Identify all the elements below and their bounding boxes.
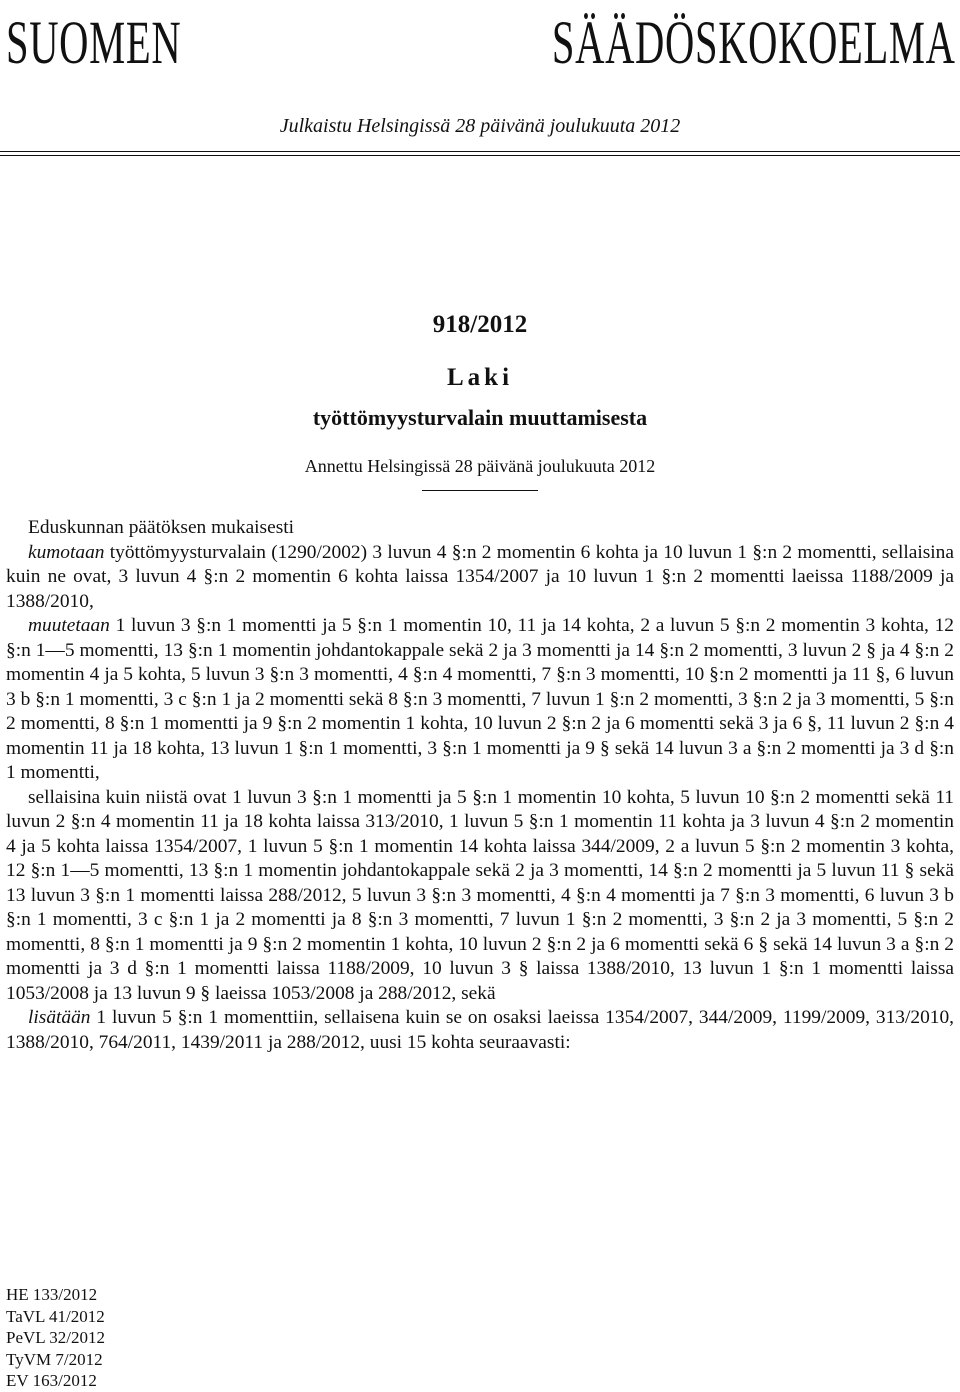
statute-type: Laki <box>446 364 514 391</box>
publication-masthead <box>6 8 956 80</box>
reference-item: TyVM 7/2012 <box>6 1349 103 1369</box>
given-date: Annettu Helsingissä 28 päivänä joulukuuta 2012 <box>304 456 656 476</box>
add-keyword: lisätään <box>28 1007 91 1028</box>
amend-paragraph <box>6 614 954 786</box>
reference-item: EV 163/2012 <box>6 1371 97 1390</box>
amend-text: 1 luvun 3 §:n 1 momentti ja 5 §:n 1 momentin 10, 11 ja 14 kohta, 2 a luvun 5 §:n 2 momentin 3 kohta, 12 §:n 1—5 momentti, 13 §:n 1 momentin johdantokappale sekä 2 ja 3 momentti ja 14 §:n 2 momentti, 3 luvun 2 § ja 4 §:n 2 momentin 4 ja 5 kohta, 5 luvun 3 §:n 3 momentti, 4 §:n 4 momentti, 7 §:n 3 momentti, 10 §:n 2 momentti ja 11 §, 6 luvun 3 b §:n 1 momentti, 3 c §:n 1 ja 2 momentti sekä 8 §:n 3 momentti, 7 luvun 1 §:n 2 momentti, 3 §:n 2 ja 3 momentti, 5 §:n 2 momentti, 8 §:n 1 momentti ja 9 §:n 2 momentin 1 kohta, 10 luvun 2 §:n 2 ja 6 momentti sekä 3 ja 6 §, 11 luvun 2 §:n 4 momentin 11 ja 18 kohta, 13 luvun 1 §:n 1 momentti, 3 §:n 1 momentti ja 9 § sekä 14 luvun 3 a §:n 2 momentti ja 3 d §:n 1 momentti, <box>6 615 954 783</box>
add-text: 1 luvun 5 §:n 1 momenttiin, sellaisena kuin se on osaksi laeissa 1354/2007, 344/2009, 1199/2009, 313/2010, 1388/2010, 764/2011, 1439/2011 ja 288/2012, uusi 15 kohta seuraavasti: <box>6 1007 954 1053</box>
repeal-text: työttömyysturvalain (1290/2002) 3 luvun 4 §:n 2 momentin 6 kohta ja 10 luvun 1 §:n 2 momentti, sellaisina kuin ne ovat, 3 luvun 4 §:n 2 momentin 6 kohta laissa 1354/2007 ja 10 luvun 1 §:n 2 momentti laeissa 1188/2009 ja 1388/2010, <box>6 541 954 612</box>
header-double-rule <box>0 151 960 156</box>
masthead-text: SUOMEN SÄÄDÖSKOKOELMA <box>6 10 956 77</box>
reference-list <box>6 1284 105 1392</box>
statute-title: työttömyysturvalain muuttamisesta <box>312 405 648 430</box>
intro-paragraph: Eduskunnan päätöksen mukaisesti <box>28 517 295 538</box>
repeal-keyword: kumotaan <box>28 541 105 563</box>
publication-date: Julkaistu Helsingissä 28 päivänä joulukuuta 2012 <box>279 115 681 137</box>
reference-item: HE 133/2012 <box>6 1285 98 1304</box>
statute-number: 918/2012 <box>432 311 528 338</box>
amend-keyword: muutetaan <box>28 615 110 636</box>
repeal-paragraph <box>6 541 954 615</box>
add-paragraph <box>6 1006 954 1055</box>
reference-item: PeVL 32/2012 <box>6 1328 106 1347</box>
amend-details-paragraph: sellaisina kuin niistä ovat 1 luvun 3 §:n 1 momentti ja 5 §:n 1 momentin 10 kohta, 5 luvun 10 §:n 2 momentti sekä 11 luvun 2 §:n 4 momentin 11 ja 18 kohta laissa 313/2010, 1 luvun 5 §:n 1 momentin 11 kohta ja 3 luvun 4 §:n 2 momentin 4 ja 5 kohta laissa 1354/2007, 1 luvun 5 §:n 1 momentin 14 kohta laissa 344/2009, 2 a luvun 5 §:n 2 momentin 3 kohta, 12 §:n 1—5 momentti, 13 §:n 1 momentin johdantokappale sekä 2 ja 3 momentti, 14 §:n 2 momentti ja 5 luvun 11 § sekä 13 luvun 3 §:n 1 momentti laissa 288/2012, 5 luvun 3 §:n 3 momentti, 4 §:n 4 momentti ja 7 §:n 3 momentti, 6 luvun 3 b §:n 1 momentti, 3 c §:n 1 ja 2 momentti ja 8 §:n 3 momentti, 7 luvun 1 §:n 2 momentti, 3 §:n 2 ja 3 momentti, 5 §:n 2 momentti, 8 §:n 1 momentti ja 9 §:n 2 momentin 1 kohta, 10 luvun 2 §:n 2 ja 6 momentti sekä 6 § sekä 14 luvun 3 a §:n 2 momentti ja 3 d §:n 1 momentti laissa 1188/2009, 10 luvun 3 § laissa 1388/2010, 13 luvun 1 §:n 1 momentti laissa 1053/2008 ja 13 luvun 9 § laeissa 1053/2008 ja 288/2012, sekä <box>6 786 954 1004</box>
reference-item: TaVL 41/2012 <box>6 1306 105 1326</box>
statute-body <box>6 516 954 1055</box>
title-divider <box>422 490 538 491</box>
